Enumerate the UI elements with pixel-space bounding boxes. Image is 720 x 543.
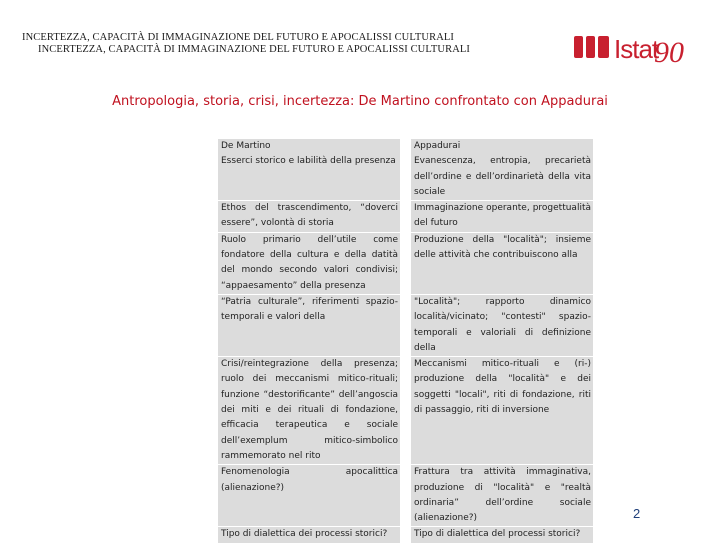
right-cell-text: Evanescenza, entropia, precarietà dell’ordine e dell’ordinarietà della vita sociale bbox=[414, 156, 591, 197]
left-column-cell bbox=[218, 139, 400, 201]
anniversary-90-icon bbox=[654, 34, 692, 72]
left-cell-text: Tipo di dialettica dei processi storici? bbox=[218, 527, 400, 543]
slide-title: Antropologia, storia, crisi, incertezza: De Martino confrontato con Appadurai bbox=[112, 94, 608, 109]
istat-logo bbox=[574, 32, 692, 72]
right-column-cell bbox=[411, 139, 593, 201]
page-number: 2 bbox=[633, 506, 641, 521]
left-cell-text: Fenomenologia apocalittica (alienazione?) bbox=[218, 465, 400, 527]
left-cell-text: Crisi/reintegrazione della presenza; ruolo dei meccanismi mitico-rituali; funzione “destorificante” dell’angoscia dei miti e dei rituali di fondazione, efficacia terapeutica e sociale dell’exemplum mitico-simbolico rammemorato nel rito bbox=[218, 357, 400, 465]
left-cell-text: Ruolo primario dell’utile come fondatore della cultura e della datità del mondo secondo valori condivisi; “appaesamento” della presenza bbox=[218, 232, 400, 294]
right-column-header: Appadurai bbox=[414, 141, 461, 151]
right-cell-text: Immaginazione operante, progettualità del futuro bbox=[411, 201, 593, 233]
anniversary-90-text: 90 bbox=[654, 36, 684, 69]
table-row bbox=[218, 232, 593, 294]
right-cell-text: Frattura tra attività immaginativa, produzione di "località" e "realtà ordinaria” dell’ordine sociale (alienazione?) bbox=[411, 465, 593, 527]
comparison-table bbox=[218, 139, 593, 543]
table-row bbox=[218, 294, 593, 356]
table-row bbox=[218, 527, 593, 543]
left-cell-text: Ethos del trascendimento, “doverci essere”, volontà di storia bbox=[218, 201, 400, 233]
right-cell-text: Tipo di dialettica del processi storici? bbox=[411, 527, 593, 543]
right-cell-text: Produzione della "località"; insieme delle attività che contribuiscono alla bbox=[411, 232, 593, 294]
right-cell-text: Meccanismi mitico-rituali e (ri-) produzione della "località" e dei soggetti "locali", riti di fondazione, riti di passaggio, riti di inversione bbox=[411, 357, 593, 465]
table-row bbox=[218, 201, 593, 233]
right-cell-text: "Località"; rapporto dinamico località/vicinato; "contesti" spazio-temporali e valoriali di definizione della bbox=[411, 294, 593, 356]
table-row bbox=[218, 139, 593, 201]
header-title-line-2: INCERTEZZA, CAPACITÀ DI IMMAGINAZIONE DEL FUTURO E APOCALISSI CULTURALI bbox=[38, 44, 471, 55]
left-column-header: De Martino bbox=[221, 141, 271, 151]
table-row bbox=[218, 465, 593, 527]
table-row bbox=[218, 357, 593, 465]
istat-logo-mark-icon bbox=[574, 36, 610, 58]
left-cell-text: “Patria culturale”, riferimenti spazio-temporali e valori della bbox=[218, 294, 400, 356]
istat-logo-text: Istat bbox=[614, 34, 659, 64]
header-title-line-1: INCERTEZZA, CAPACITÀ DI IMMAGINAZIONE DEL FUTURO E APOCALISSI CULTURALI bbox=[22, 32, 455, 43]
left-cell-text: Esserci storico e labilità della presenza bbox=[221, 156, 396, 167]
